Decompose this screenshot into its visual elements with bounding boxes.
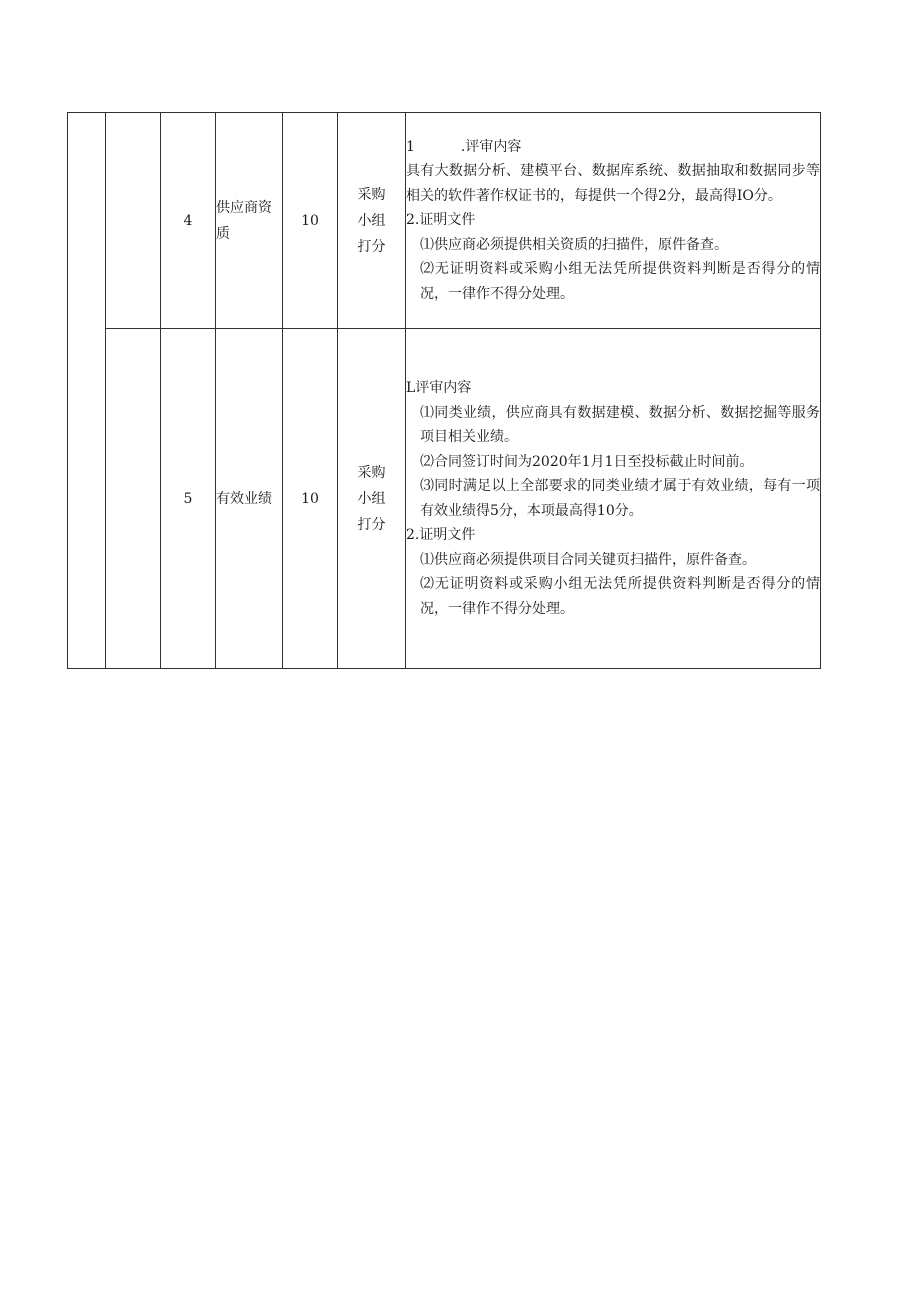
table-row — [68, 329, 821, 669]
score-cell: 10 — [283, 113, 338, 329]
proof-item: ⑵无证明资料或采购小组无法凭所提供资料判断是否得分的情况，一律作不得分处理。 — [420, 576, 820, 617]
proof-heading: 2.证明文件 — [406, 527, 476, 543]
method-line: 打分 — [357, 238, 386, 255]
item-name: 供应商资质 — [216, 113, 283, 329]
score-cell: 10 — [283, 329, 338, 669]
method-line: 采购 — [357, 464, 386, 481]
content-item: ⑶同时满足以上全部要求的同类业绩才属于有效业绩，每有一项有效业绩得5分，本项最高得10分。 — [420, 478, 820, 519]
item-name: 有效业绩 — [216, 329, 283, 669]
evaluation-table — [67, 112, 821, 669]
sub-category-cell — [106, 113, 161, 329]
method-cell — [338, 113, 406, 329]
criteria-content — [406, 329, 821, 669]
row-index: 4 — [161, 113, 216, 329]
content-heading: L评审内容 — [406, 380, 472, 396]
content-paragraph: 具有大数据分析、建模平台、数据库系统、数据抽取和数据同步等相关的软件著作权证书的，每提供一个得2分，最高得IO分。 — [406, 163, 820, 204]
proof-item: ⑴供应商必须提供相关资质的扫描件，原件备查。 — [420, 236, 728, 253]
method-line: 小组 — [357, 490, 386, 507]
content-item: ⑴同类业绩，供应商具有数据建模、数据分析、数据挖掘等服务项目相关业绩。 — [420, 404, 820, 445]
content-heading — [406, 135, 820, 160]
category-cell — [68, 113, 106, 669]
table-row — [68, 113, 821, 329]
sub-category-cell — [106, 329, 161, 669]
heading-text: .评审内容 — [460, 138, 522, 155]
proof-heading: 2.证明文件 — [406, 212, 476, 229]
criteria-content — [406, 113, 821, 329]
content-item: ⑵合同签订时间为2020年1月1日至投标截止时间前。 — [420, 453, 754, 470]
heading-number: 1 — [406, 138, 415, 155]
method-line: 小组 — [357, 212, 386, 229]
method-line: 打分 — [357, 516, 386, 533]
method-line: 采购 — [357, 186, 386, 203]
proof-item: ⑵无证明资料或采购小组无法凭所提供资料判断是否得分的情况，一律作不得分处理。 — [420, 261, 820, 302]
method-cell — [338, 329, 406, 669]
row-index: 5 — [161, 329, 216, 669]
proof-item: ⑴供应商必须提供项目合同关键页扫描件，原件备查。 — [420, 551, 756, 568]
